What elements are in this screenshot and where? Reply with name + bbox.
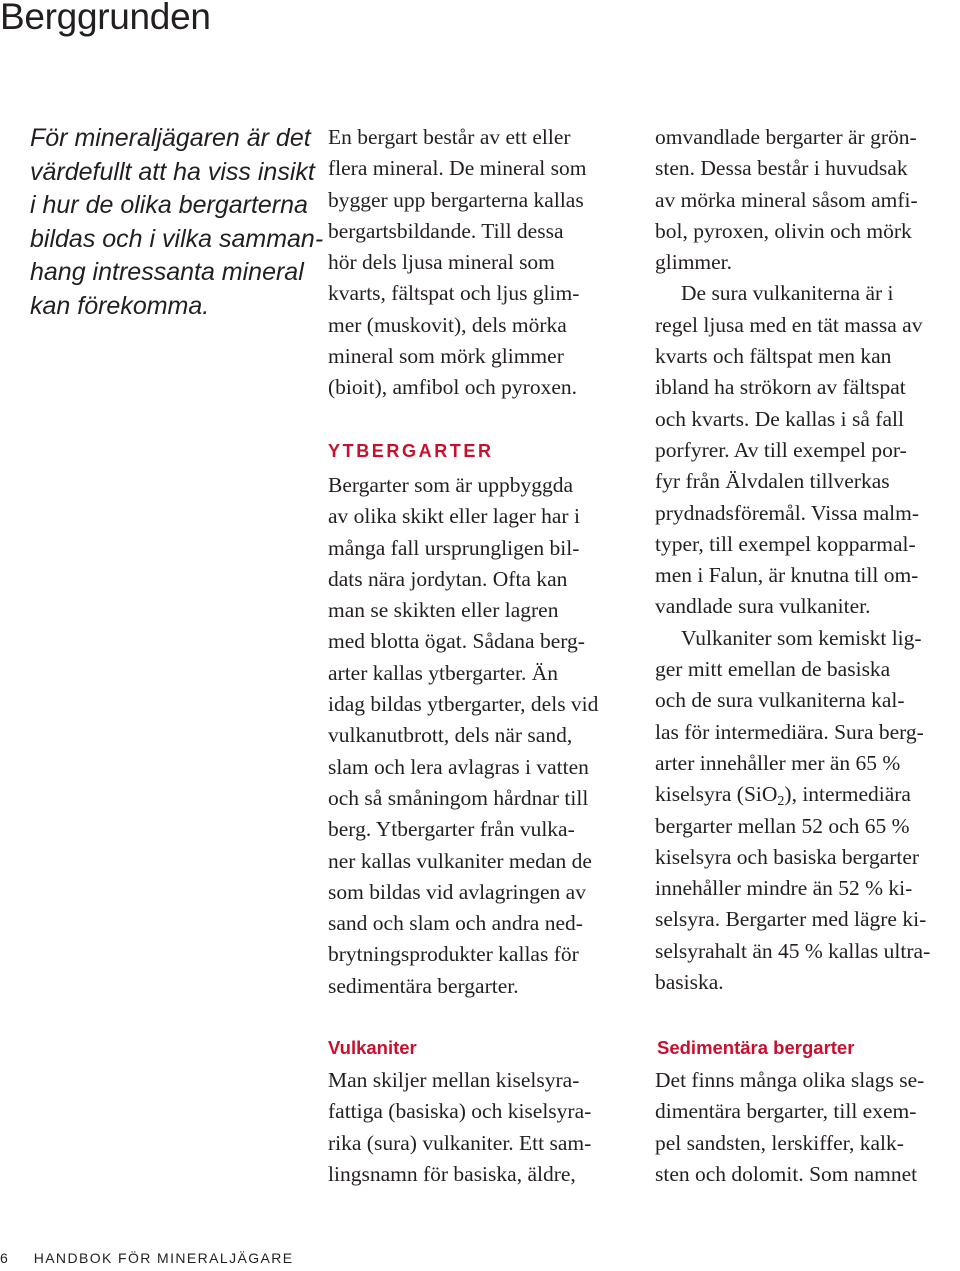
- text-line: idag bildas ytbergarter, dels vid: [328, 692, 599, 717]
- text-line: bergartsbildande. Till dessa: [328, 218, 564, 243]
- text-line: ner kallas vulkaniter medan de: [328, 848, 592, 873]
- text-line: sedimentära bergarter.: [328, 973, 519, 998]
- text-line: De sura vulkaniterna är i: [681, 281, 894, 306]
- text-line: värdefullt att ha viss insikt: [30, 157, 315, 186]
- section-heading-vulkaniter: Vulkaniter: [328, 1037, 417, 1058]
- text-line: kvarts, fältspat och ljus glim-: [328, 281, 580, 306]
- text-line: mineral som mörk glimmer: [328, 344, 564, 369]
- text-line: Det finns många olika slags se-: [655, 1068, 925, 1092]
- text-line: sten. Dessa består i huvudsak: [655, 156, 908, 181]
- text-line: dats nära jordytan. Ofta kan: [328, 566, 568, 591]
- text-line: slam och lera avlagras i vatten: [328, 754, 589, 779]
- text-line: i hur de olika bergarterna: [30, 191, 308, 219]
- text-line: vulkanutbrott, dels när sand,: [328, 723, 573, 748]
- sio2-line: [655, 779, 930, 810]
- text-line: bildas och i vilka samman-: [30, 224, 324, 253]
- text-line: berg. Ytbergarter från vulka-: [328, 817, 575, 842]
- sio2-prefix: kiselsyra (SiO: [655, 782, 778, 807]
- text-line: regel ljusa med en tät massa av: [655, 312, 923, 337]
- text-line: fattiga (basiska) och kiselsyra-: [328, 1099, 592, 1124]
- text-line: basiska.: [655, 970, 724, 995]
- text-line: sten och dolomit. Som namnet: [655, 1161, 918, 1186]
- text-line: bol, pyroxen, olivin och mörk: [655, 218, 912, 243]
- text-line: ibland ha strökorn av fältspat: [655, 375, 906, 400]
- sio2-subscript: 2: [777, 794, 785, 810]
- text-line: flera mineral. De mineral som: [328, 156, 587, 181]
- page-title: Berggrunden: [0, 0, 211, 37]
- text-line: bygger upp bergarterna kallas: [328, 187, 584, 212]
- text-line: selsyra. Bergarter med lägre ki-: [655, 907, 927, 932]
- text-line: bergarter mellan 52 och 65 %: [655, 813, 910, 838]
- text-line: omvandlade bergarter är grön-: [655, 125, 917, 149]
- text-line: typer, till exempel kopparmal-: [655, 531, 916, 556]
- page-footer: [0, 1250, 294, 1266]
- text-line: glimmer.: [655, 250, 733, 275]
- intro-text: [30, 122, 324, 323]
- text-line: kan förekomma.: [30, 291, 210, 320]
- text-line: porfyrer. Av till exempel por-: [655, 437, 907, 462]
- text-line: dimentära bergarter, till exem-: [655, 1099, 917, 1124]
- text-line: Vulkaniter som kemiskt lig-: [681, 625, 922, 650]
- vulkaniter-paragraph: [328, 1065, 591, 1190]
- text-line: och kvarts. De kallas i så fall: [655, 406, 904, 431]
- text-line: lingsnamn för basiska, äldre,: [328, 1161, 576, 1186]
- section-heading-ytbergarter: YTBERGARTER: [328, 441, 494, 461]
- text-line: och så småningom hårdnar till: [328, 785, 589, 810]
- text-line: las för intermediära. Sura berg-: [655, 719, 924, 744]
- column-b-text: [655, 122, 930, 998]
- text-line: som bildas vid avlagringen av: [328, 879, 586, 904]
- text-line: hör dels ljusa mineral som: [328, 250, 555, 275]
- text-line: kiselsyra och basiska bergarter: [655, 844, 920, 869]
- text-line: Bergarter som är uppbyggda: [328, 473, 573, 497]
- text-line: man se skikten eller lagren: [328, 598, 559, 623]
- text-line: men i Falun, är knutna till om-: [655, 563, 919, 588]
- running-title: HANDBOK FÖR MINERALJÄGARE: [33, 1250, 294, 1266]
- text-line: selsyrahalt än 45 % kallas ultra-: [655, 938, 931, 963]
- text-line: ger mitt emellan de basiska: [655, 657, 891, 682]
- sio2-suffix: ), intermediära: [784, 782, 911, 807]
- text-line: arter innehåller mer än 65 %: [655, 750, 901, 775]
- ytbergarter-paragraph: [328, 470, 598, 1002]
- text-line: och de sura vulkaniterna kal-: [655, 688, 905, 713]
- text-line: (bioit), amfibol och pyroxen.: [328, 375, 577, 400]
- text-line: mer (muskovit), dels mörka: [328, 312, 567, 337]
- page-number: 6: [0, 1250, 8, 1266]
- text-line: innehåller mindre än 52 % ki-: [655, 876, 913, 901]
- text-line: med blotta ögat. Sådana berg-: [328, 629, 585, 654]
- text-line: fyr från Älvdalen tillverkas: [655, 469, 890, 494]
- section-heading-sedimentara: Sedimentära bergarter: [657, 1037, 855, 1058]
- text-line: av mörka mineral såsom amfi-: [655, 187, 918, 212]
- text-line: Man skiljer mellan kiselsyra-: [328, 1068, 580, 1092]
- text-line: sand och slam och andra ned-: [328, 911, 583, 936]
- text-line: rika (sura) vulkaniter. Ett sam-: [328, 1130, 592, 1155]
- sedimentara-paragraph: [655, 1065, 924, 1190]
- text-line: En bergart består av ett eller: [328, 125, 571, 149]
- text-line: hang intressanta mineral: [30, 258, 304, 286]
- text-line: pel sandsten, lerskiffer, kalk-: [655, 1130, 904, 1155]
- text-line: av olika skikt eller lager har i: [328, 504, 580, 529]
- text-line: prydnadsföremål. Vissa malm-: [655, 500, 920, 525]
- text-line: kvarts och fältspat men kan: [655, 344, 892, 369]
- text-line: arter kallas ytbergarter. Än: [328, 660, 559, 685]
- text-line: vandlade sura vulkaniter.: [655, 594, 871, 619]
- text-line: brytningsprodukter kallas för: [328, 942, 579, 967]
- text-line: För mineraljägaren är det: [30, 124, 311, 152]
- column-a-paragraph: [328, 122, 587, 404]
- text-line: många fall ursprungligen bil-: [328, 535, 580, 560]
